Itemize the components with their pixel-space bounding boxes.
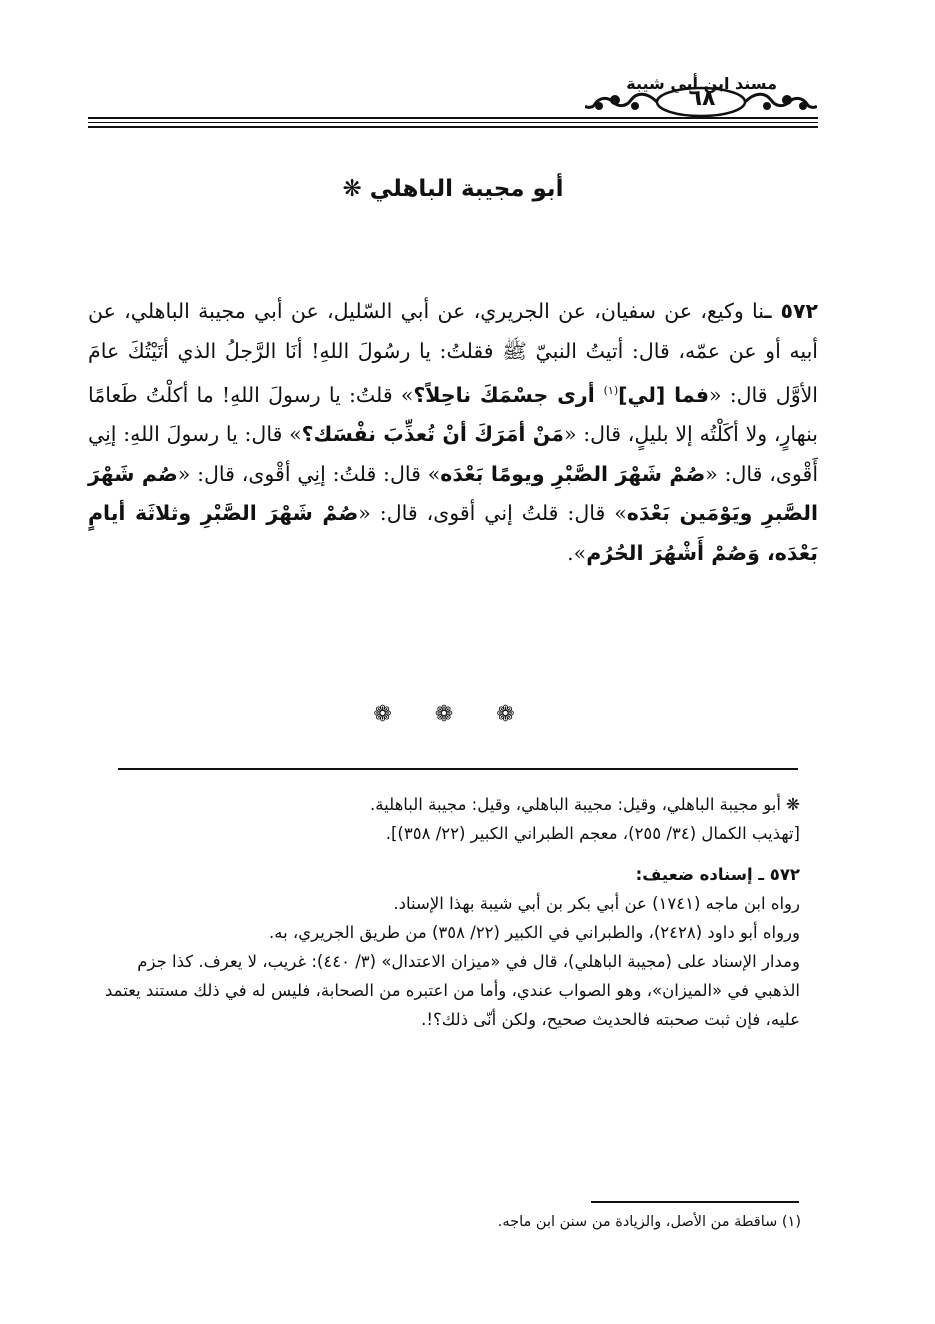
hadith-segment: » قلتُ: يا رسولَ اللهِ! ما أكلْتُ طَعامًا بنهارٍ، ولا أكَلْتُه إلا بليلٍ، قال: « [88,382,818,447]
hadith-segment: » قال: يا رسولَ اللهِ: إنِي أَقْوى، قال: « [88,422,819,486]
prophet-quote: صُمْ شَهْرَ الصَّبْرِ وثلاثَة أيامٍ بَعْدَه، وَصُمْ أَشْهُرَ الحُرُم [88,501,818,565]
prophet-quote: أرى جسْمَكَ ناحِلاً؟ [413,382,604,407]
prophet-quote: صُم شَهْرَ الصَّبرِ ويَوْمَين بَعْدَه [88,461,818,526]
header-rule-middle [88,122,818,123]
narrator-note: ❋ أبو مجيبة الباهلي، وقيل: مجيبة الباهلي، وقيل: مجيبة الباهلية. [370,795,800,814]
header-rule-top [88,117,818,119]
hadith-segment: ». [567,540,587,565]
commentary-notes [100,790,800,1034]
prophet-quote: فما [لي] [618,382,709,407]
notes-divider [118,768,798,770]
hadith-segment: » قال: قلتُ: إنِي أقْوى، قال: « [177,461,441,486]
running-header-book-title: مسند ابن أبي شيبة [626,74,777,93]
page-number: ٦٨ [688,86,716,111]
hadith-text [88,292,818,573]
takhrij-line: رواه ابن ماجه (١٧٤١) عن أبي بكر بن أبي شيبة بهذا الإسناد. [393,894,800,913]
takhrij-analysis: ومدار الإسناد على (مجيبة الباهلي)، قال في «ميزان الاعتدال» (٣/ ٤٤٠): غريب، لا يعرف. كذا جزم الذهبي في «الميزان»، وهو الصواب عندي، وأما من اعتبره من الصحابة، فليس له في ذلك مستند يعتمد عليه، فإن ثبت صحبته فالحديث صحيح، ولكن أنّى ذلك؟!. [105,952,800,1029]
chapter-title: أبو مجيبة الباهلي ❋ [342,176,564,202]
section-separator-stars: ❁ ❁ ❁ [373,702,533,727]
hadith-segment: نا وكيع، عن سفيان، عن الجريري، عن أبي السّليل، عن أبي مجيبة الباهلي، عن أبيه أو عن عمّه، قال: أتيتُ النبيّ ﷺ فقلتُ: يا رسُولَ اللهِ! أنَا الرَّجلُ الذي أتَيْتُكَ عامَ الأوَّل قال: « [88,299,818,407]
prophet-quote: مَنْ أمَرَكَ أنْ تُعذِّبَ نفْسَك؟ [301,422,564,447]
narrator-sources: [تهذيب الكمال (٣٤/ ٢٥٥)، معجم الطبراني الكبير (٢٢/ ٣٥٨)]. [385,824,800,843]
takhrij-line: ورواه أبو داود (٢٤٢٨)، والطبراني في الكبير (٢٢/ ٣٥٨) من طريق الجريري، به. [269,923,800,942]
hadith-number: ٥٧٢ ـ [764,299,818,323]
prophet-quote: صُمْ شَهْرَ الصَّبْرِ ويومًا بَعْدَه [440,461,706,486]
grading-heading: ٥٧٢ ـ إسناده ضعيف: [635,865,800,884]
footnote-divider [591,1201,799,1203]
header-rule-bottom [88,126,818,128]
footnote-marker: (١) [603,384,619,397]
hadith-segment: » قال: قلتُ إني أقوى، قال: « [358,501,627,526]
footnote: (١) ساقطة من الأصل، والزيادة من سنن ابن ماجه. [497,1214,801,1230]
